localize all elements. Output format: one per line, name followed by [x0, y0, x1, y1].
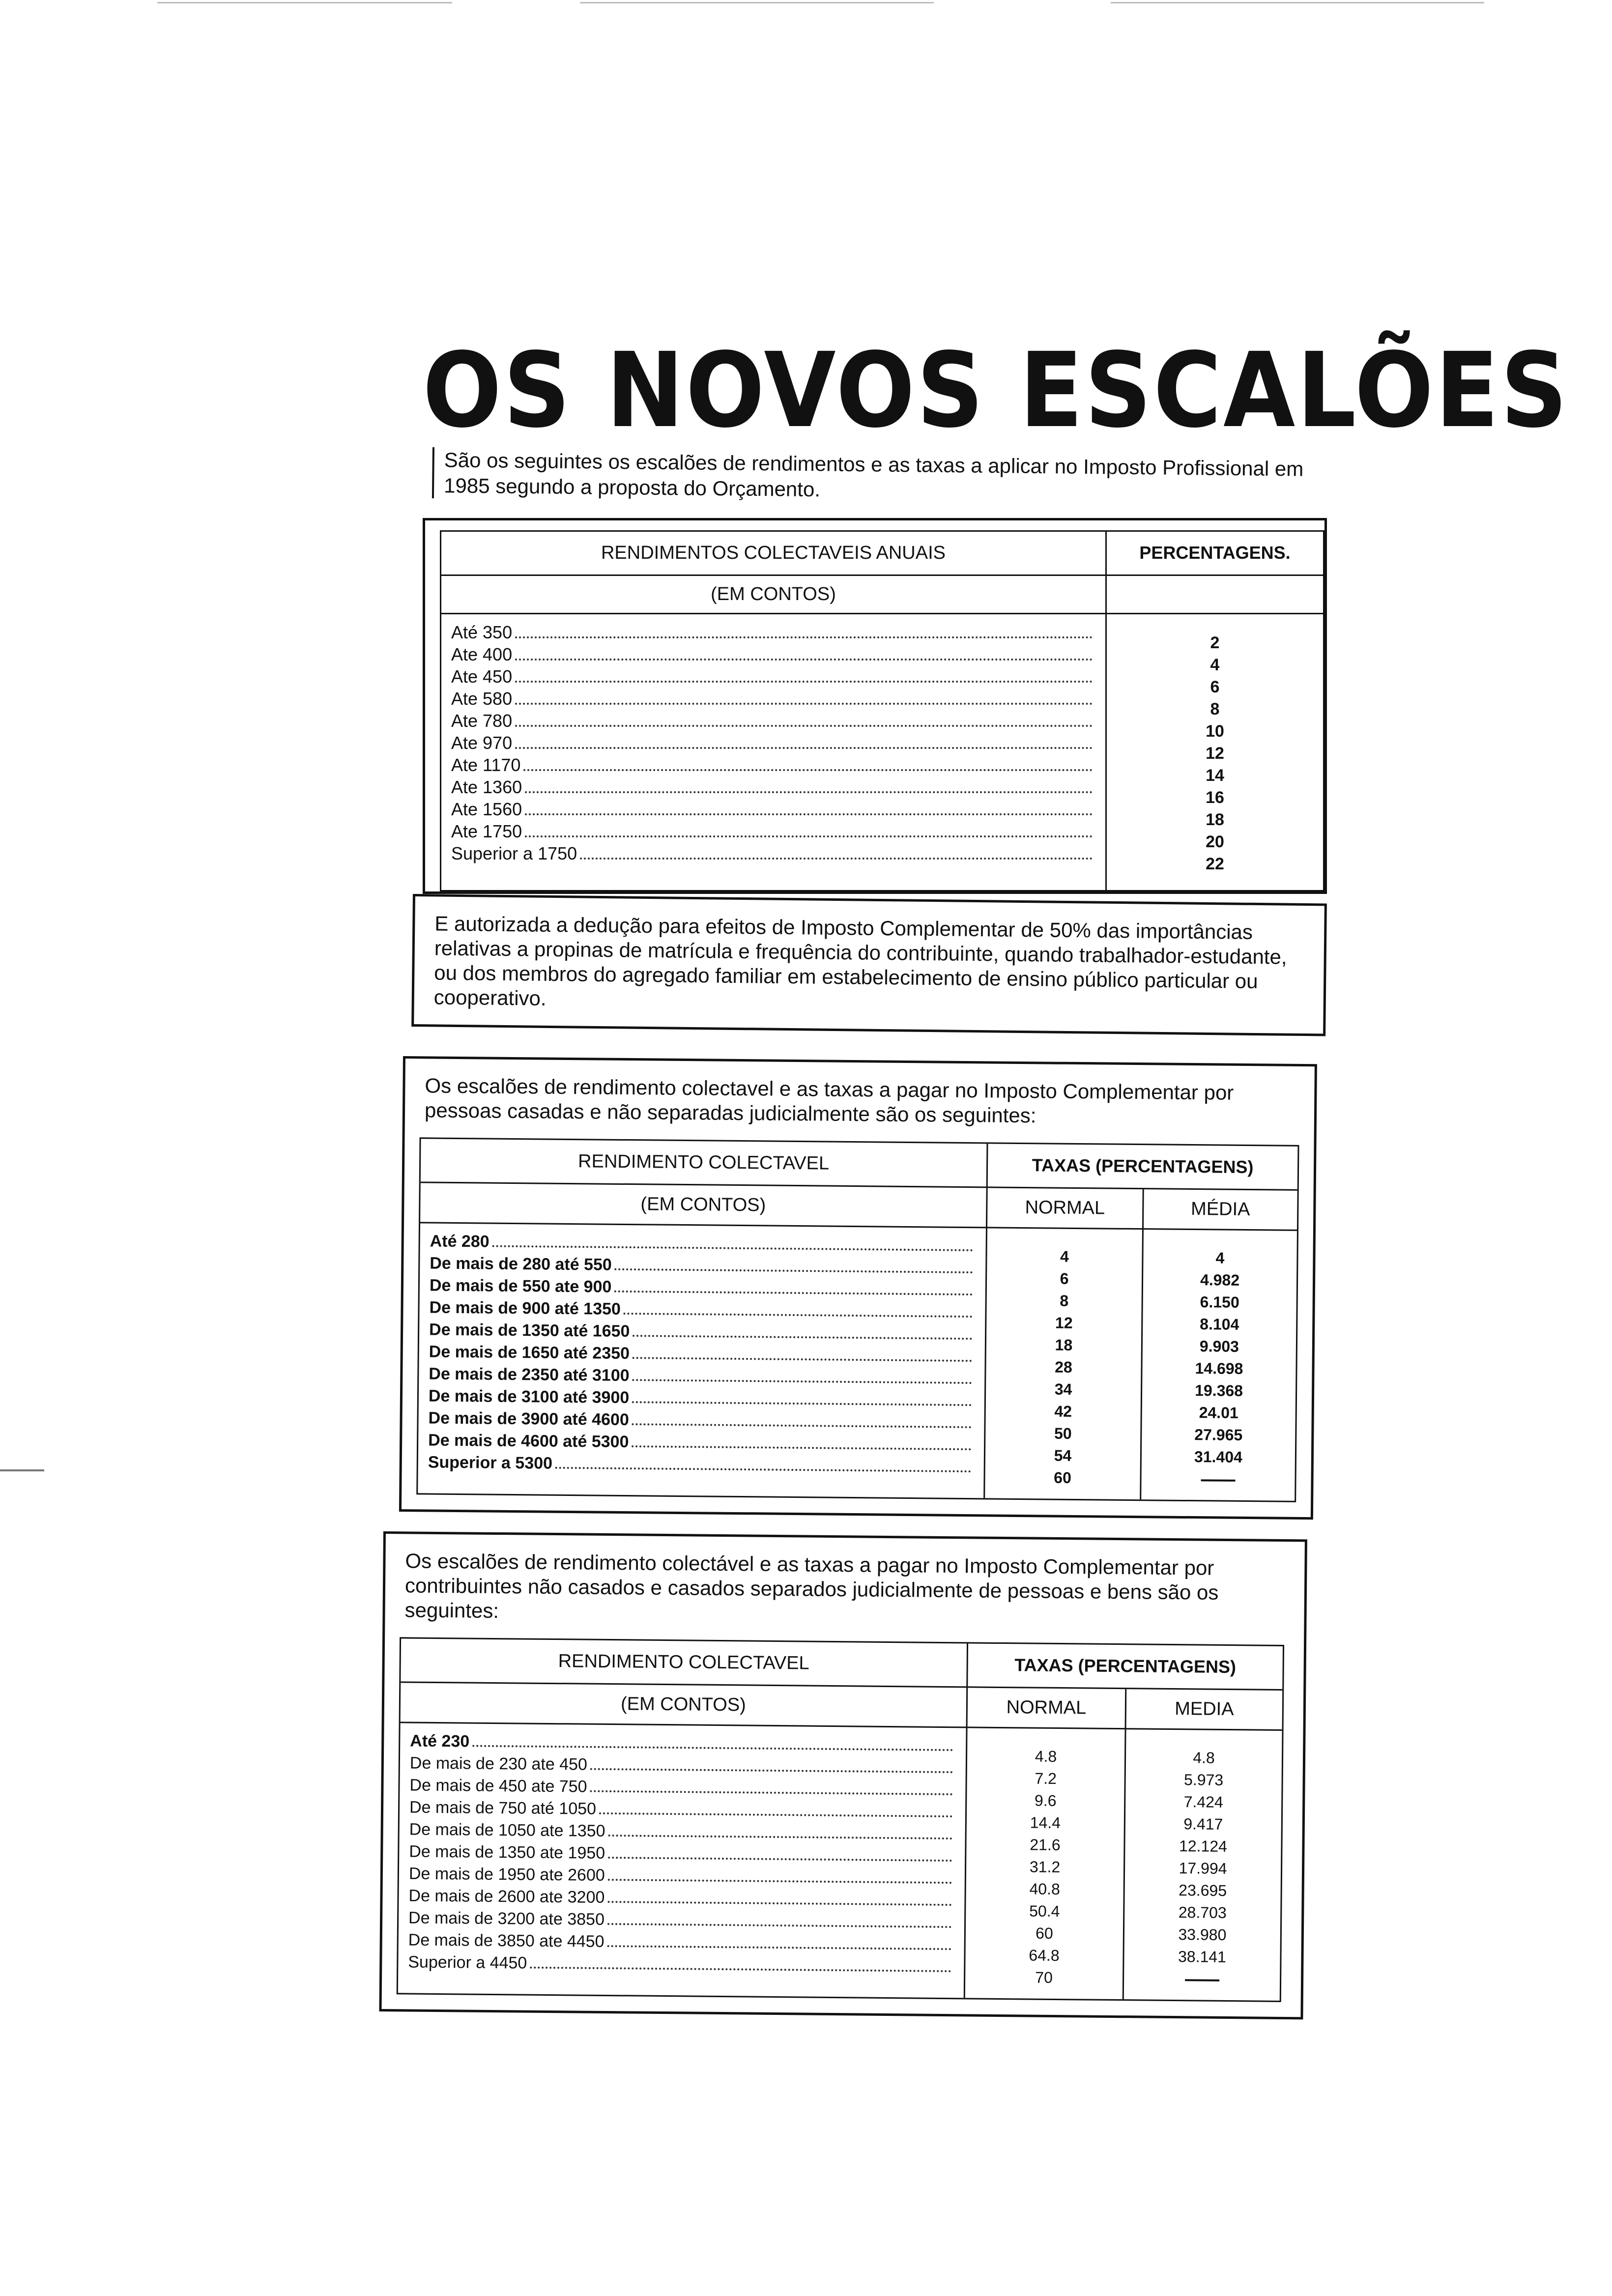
scan-edge-line	[1111, 2, 1484, 3]
percentage-value: 16	[1206, 788, 1224, 807]
rate-value: 40.8	[1029, 1880, 1060, 1898]
header-rendimentos: RENDIMENTOS COLECTAVEIS ANUAIS	[441, 532, 1107, 576]
single-bracket-list	[398, 1723, 968, 1998]
rate-value: 27.965	[1194, 1426, 1243, 1444]
header-taxas: TAXAS (PERCENTAGENS)	[968, 1643, 1283, 1691]
list-item: Superior a 1750	[451, 842, 1095, 864]
percentage-column	[1107, 614, 1323, 890]
deduction-note: E autorizada a dedução para efeitos de Imposto Complementar de 50% das importâncias relativas a propinas de matrícula e frequência do contribuinte, quando trabalhador-estudante, ou dos membros do agregado familiar em estabelecimento de ensino público particular ou cooperativo.	[433, 912, 1287, 1010]
rate-value: 8	[1060, 1292, 1069, 1310]
list-item: De mais de 230 ate 450	[410, 1752, 956, 1779]
rate-value: 33.980	[1178, 1925, 1227, 1944]
list-item: De mais de 280 até 550	[430, 1252, 976, 1279]
list-item: De mais de 550 ate 900	[430, 1274, 976, 1301]
list-item: De mais de 1350 até 1650	[429, 1319, 975, 1346]
list-item: De mais de 1350 ate 1950	[409, 1840, 955, 1867]
rate-value: 7.2	[1035, 1769, 1057, 1787]
rate-value: 12	[1055, 1314, 1073, 1332]
married-intro: Os escalões de rendimento colectavel e as taxas a pagar no Imposto Complementar por pessoas casadas e não separadas judicialmente são os seguintes:	[424, 1074, 1234, 1127]
income-bracket-list	[441, 614, 1107, 890]
header-em-contos: (EM CONTOS)	[441, 576, 1107, 614]
rate-value: 38.141	[1178, 1948, 1227, 1966]
rate-value: 9.903	[1199, 1337, 1239, 1355]
rate-value: 28	[1055, 1358, 1072, 1376]
scan-edge-line	[580, 2, 934, 3]
normal-rate-column	[985, 1228, 1144, 1499]
rate-value: 28.703	[1178, 1903, 1227, 1922]
rate-value: 4	[1215, 1249, 1225, 1267]
professional-tax-grid	[440, 530, 1324, 891]
header-taxas: TAXAS (PERCENTAGENS)	[988, 1144, 1298, 1190]
percentage-value: 14	[1206, 766, 1224, 785]
intro-text: São os seguintes os escalões de rendimentos e as taxas a aplicar no Imposto Profissional em 1985 segundo a proposta do Orçamento.	[432, 447, 1339, 508]
list-item: De mais de 1050 ate 1350	[409, 1818, 955, 1845]
rate-value: 70	[1035, 1968, 1053, 1986]
rate-value: 9.6	[1034, 1791, 1057, 1809]
dash-mark	[1201, 1479, 1236, 1482]
list-item: Ate 450	[451, 665, 1095, 688]
rate-value: 23.695	[1179, 1881, 1227, 1900]
percentage-value: 18	[1206, 810, 1224, 829]
married-tax-grid	[416, 1137, 1299, 1502]
married-tax-table	[399, 1056, 1317, 1520]
list-item: De mais de 3100 até 3900	[429, 1385, 975, 1412]
rate-value: 21.6	[1030, 1836, 1061, 1854]
rate-value: 42	[1054, 1402, 1072, 1420]
professional-tax-table	[423, 518, 1327, 894]
header-normal: NORMAL	[968, 1688, 1127, 1729]
list-item: De mais de 3200 ate 3850	[408, 1907, 954, 1934]
rate-value: 31.2	[1029, 1858, 1061, 1876]
list-item: Ate 1170	[451, 754, 1095, 776]
header-rendimento: RENDIMENTO COLECTAVEL	[401, 1638, 968, 1688]
rate-value: 8.104	[1200, 1315, 1239, 1333]
header-media: MEDIA	[1126, 1689, 1283, 1731]
rate-value: 17.994	[1179, 1859, 1227, 1878]
list-item: Superior a 4450	[408, 1951, 954, 1978]
percentage-value: 2	[1210, 633, 1220, 652]
scan-edge-line	[157, 2, 452, 3]
percentage-value: 10	[1206, 722, 1224, 741]
rate-value: 54	[1054, 1446, 1072, 1464]
header-normal: NORMAL	[987, 1188, 1144, 1230]
rate-value: 60	[1035, 1924, 1053, 1942]
single-tax-grid	[397, 1637, 1284, 2002]
rate-value: 14.4	[1030, 1813, 1061, 1832]
headline: OS NOVOS ESCALÕES	[423, 330, 1569, 451]
rate-value: 5.973	[1183, 1771, 1224, 1789]
deduction-note-box	[411, 894, 1327, 1036]
list-item: Até 230	[410, 1730, 956, 1757]
rate-value: 14.698	[1195, 1359, 1243, 1378]
rate-value: 34	[1054, 1380, 1072, 1398]
list-item: Até 280	[430, 1230, 976, 1257]
list-item: De mais de 1650 até 2350	[429, 1341, 975, 1368]
media-rate-column	[1141, 1230, 1297, 1501]
rate-value: 24.01	[1199, 1404, 1238, 1422]
header-rendimento: RENDIMENTO COLECTAVEL	[421, 1139, 988, 1188]
dash-mark	[1185, 1979, 1219, 1981]
list-item: De mais de 750 até 1050	[409, 1796, 955, 1823]
rate-value-empty	[1141, 1467, 1295, 1491]
rate-value: 19.368	[1195, 1381, 1243, 1400]
list-item: Até 350	[451, 621, 1095, 643]
percentage-value: 8	[1210, 700, 1220, 718]
list-item: De mais de 900 até 1350	[429, 1296, 975, 1323]
rate-value: 31.404	[1194, 1448, 1243, 1466]
list-item: De mais de 2600 ate 3200	[408, 1885, 954, 1912]
list-item: De mais de 450 ate 750	[409, 1774, 955, 1801]
list-item: De mais de 2350 até 3100	[429, 1363, 975, 1390]
header-spacer	[1107, 576, 1323, 614]
rate-value: 6	[1060, 1269, 1069, 1288]
rate-value: 9.417	[1183, 1815, 1223, 1833]
header-media: MÉDIA	[1144, 1189, 1297, 1231]
header-em-contos: (EM CONTOS)	[420, 1183, 988, 1228]
rate-value: 4.982	[1200, 1271, 1240, 1289]
rate-value: 60	[1054, 1468, 1072, 1487]
list-item: De mais de 1950 ate 2600	[409, 1863, 955, 1890]
list-item: Ate 1360	[451, 776, 1095, 798]
percentage-value: 22	[1206, 855, 1224, 873]
list-item: Ate 1750	[451, 820, 1095, 842]
newspaper-clipping	[403, 330, 1569, 2011]
media-rate-column	[1124, 1729, 1282, 2001]
single-tax-table	[379, 1531, 1307, 2019]
rate-value: 4.8	[1035, 1747, 1057, 1765]
list-item: Ate 970	[451, 732, 1095, 754]
rate-value: 4.8	[1193, 1749, 1215, 1767]
percentage-value: 6	[1210, 678, 1220, 696]
rate-value: 50.4	[1029, 1902, 1060, 1921]
header-percentagens: PERCENTAGENS.	[1107, 532, 1323, 576]
list-item: De mais de 3900 até 4600	[428, 1407, 974, 1434]
scan-margin-mark	[0, 1469, 44, 1471]
normal-rate-column	[965, 1728, 1126, 1999]
rate-value: 12.124	[1179, 1837, 1228, 1856]
list-item: Ate 580	[451, 688, 1095, 710]
rate-value: 6.150	[1200, 1293, 1239, 1311]
percentage-value: 20	[1206, 832, 1224, 851]
list-item: Ate 1560	[451, 798, 1095, 820]
list-item: Ate 780	[451, 710, 1095, 732]
list-item: De mais de 4600 até 5300	[428, 1429, 974, 1456]
rate-value-empty	[1124, 1967, 1280, 1991]
percentage-value: 12	[1206, 744, 1224, 763]
married-bracket-list	[418, 1223, 987, 1498]
list-item: Ate 400	[451, 643, 1095, 665]
header-em-contos: (EM CONTOS)	[401, 1683, 968, 1728]
single-intro: Os escalões de rendimento colectável e as taxas a pagar no Imposto Complementar por contribuintes não casados e casados separados judicialmente de pessoas e bens são os seguintes:	[404, 1549, 1219, 1623]
rate-value: 18	[1055, 1336, 1073, 1354]
rate-value: 4	[1060, 1247, 1069, 1265]
rate-value: 64.8	[1029, 1946, 1060, 1965]
rate-value: 50	[1054, 1424, 1072, 1442]
list-item: Superior a 5300	[428, 1451, 974, 1478]
percentage-value: 4	[1210, 656, 1220, 674]
list-item: De mais de 3850 ate 4450	[408, 1929, 954, 1956]
rate-value: 7.424	[1183, 1793, 1223, 1811]
